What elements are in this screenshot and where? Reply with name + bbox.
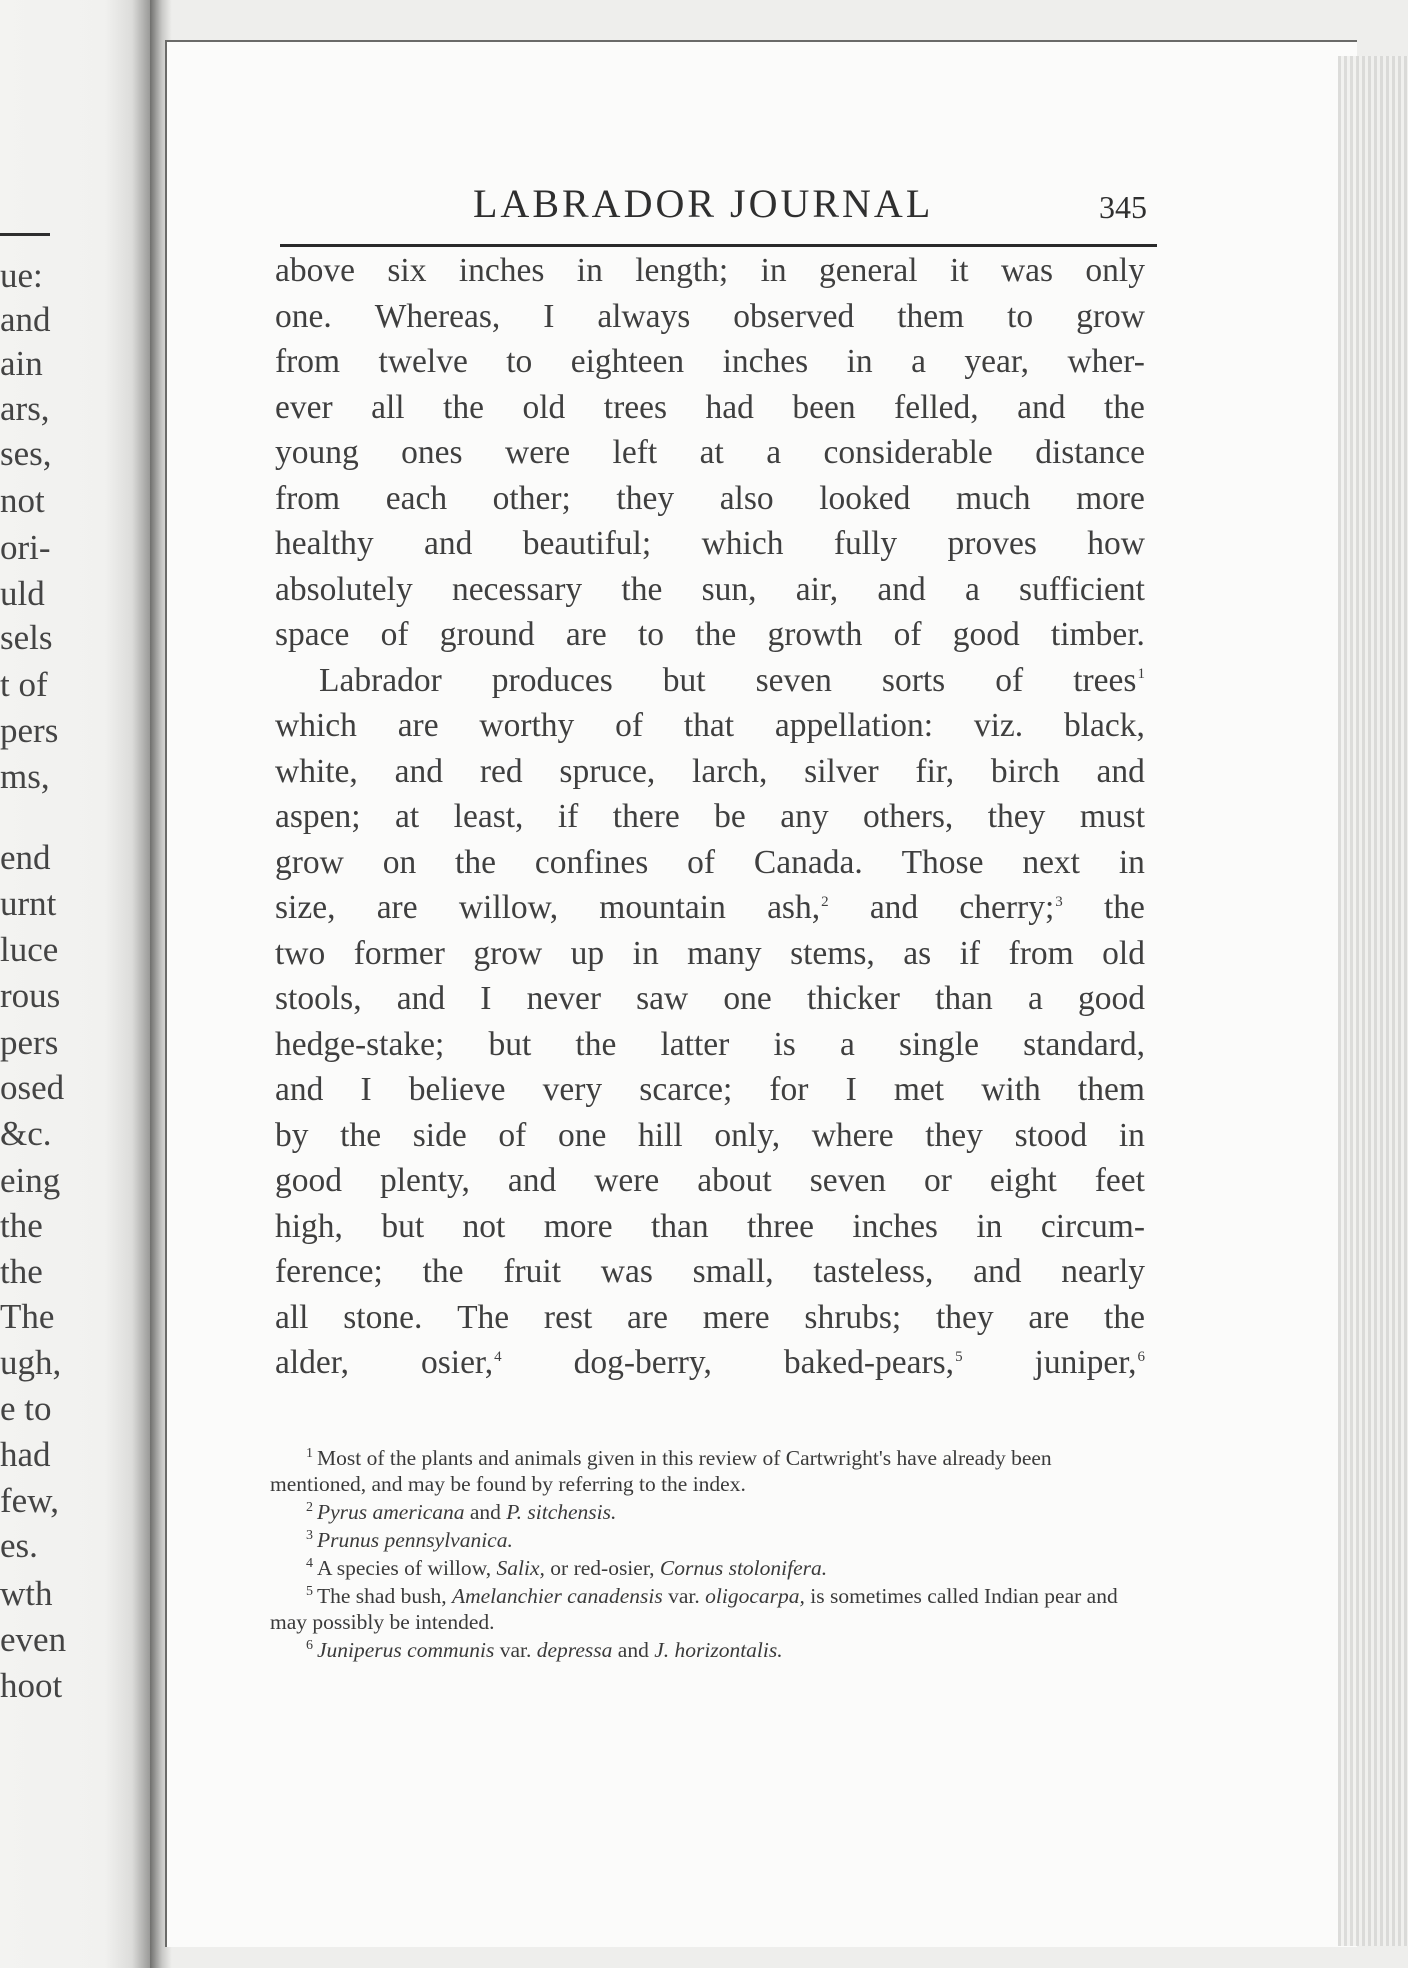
word: in [576,252,603,289]
word: must [1079,798,1145,835]
header-rule [280,244,1157,247]
word: on [382,843,417,881]
word: are [397,707,439,744]
text-line [275,612,1145,658]
word: be [714,798,746,835]
word: to [1007,297,1034,335]
word: and [394,752,443,790]
word: of [995,661,1024,699]
word: stone. [343,1298,423,1336]
word: above [275,252,355,289]
facing-page-fragment: the [0,1206,43,1245]
facing-page-fragment: few, [0,1481,59,1520]
word: are [565,616,607,653]
word: side [412,1116,467,1154]
word: trees [1073,661,1137,699]
word: if [557,798,579,835]
word: are [1028,1298,1070,1336]
facing-page-fragment: eing [0,1161,61,1200]
word: spruce, [559,752,656,790]
text-line [275,703,1145,749]
word: to [506,343,533,380]
word: and [275,1071,324,1108]
facing-page-fragment: t of [0,665,48,704]
word: one. [275,297,332,335]
word: absolutely [275,570,413,608]
facing-page-fragment: ars, [0,389,50,428]
facing-page-fragment: luce [0,930,59,969]
text-line: size, are willow, mountain ash,$^2$ and cherry;$^3$ the [275,889,1145,926]
word: the [422,1253,464,1290]
text-line [275,430,1145,476]
word: the [1104,388,1145,426]
word: necessary [451,570,583,608]
word: scarce; [639,1071,733,1108]
word: grow [275,843,344,881]
word: each [385,479,448,517]
word: least, [453,798,524,835]
text-line [275,248,1145,294]
word: Those [901,843,984,881]
word: twelve [378,343,468,380]
word: in [760,252,787,289]
word: and [877,570,926,608]
word: the [695,616,737,653]
facing-page-fragment: urnt [0,884,57,923]
word: stools, [275,980,362,1017]
page-number: 345 [1099,189,1147,225]
word: that [683,707,735,744]
word: length; [635,252,729,289]
word: believe [408,1071,506,1108]
page-edges [1338,56,1408,1946]
word: plenty, [379,1162,470,1199]
word: three [747,1207,814,1245]
facing-page-rule [0,233,50,236]
word: than [650,1207,709,1245]
word: saw [636,980,689,1017]
word: but [488,1025,532,1063]
word: in [976,1207,1003,1245]
text-line [275,658,1145,704]
word: and [507,1162,557,1199]
facing-page-fragment: e to [0,1389,52,1428]
facing-page [0,0,150,1968]
facing-page-fragment: and [0,300,51,339]
word: Canada. [753,843,863,881]
word: rest [543,1298,593,1336]
word: it [949,252,969,289]
text-line [275,1113,1145,1159]
word: grow [1076,297,1145,335]
word: than [935,980,993,1017]
word: eighteen [570,343,685,380]
word: shrubs; [804,1298,902,1336]
text-line [275,1158,1145,1204]
word: more [543,1207,613,1245]
word: from [275,479,341,517]
footnote-6: $^6$ Juniperus communis var. depressa and J. horizontalis. [306,1637,783,1662]
footnote-4: $^4$ A species of willow, Salix, or red-osier, Cornus stolonifera. [306,1555,828,1580]
word: from [275,343,341,380]
word: seven [755,661,832,699]
word: ones [401,434,463,471]
word: with [981,1071,1041,1108]
page-header [280,180,1157,242]
word: observed [733,297,855,335]
word: only [1085,252,1145,289]
text-line [275,385,1145,431]
word: The [457,1298,510,1336]
word: other; [492,479,571,517]
word: produces [491,661,613,699]
word: appellation: [774,707,934,744]
word: seven [809,1162,886,1199]
text-line [275,521,1145,567]
word: distance [1035,434,1145,471]
facing-page-fragment: had [0,1435,51,1474]
facing-page-fragment: ugh, [0,1343,62,1382]
facing-page-fragment: ue: [0,256,43,295]
word: eight [989,1162,1057,1199]
word: proves [947,525,1037,562]
text-line [275,294,1145,340]
word: by [275,1116,309,1154]
word: inches [458,252,545,289]
word: one [723,980,772,1017]
facing-page-fragment: rous [0,976,61,1015]
word: former [353,934,445,972]
footnote-ref[interactable]: 1 [1137,666,1145,683]
word: stood [1014,1116,1088,1154]
word: silver [804,752,879,790]
word: many [687,934,762,972]
word: aspen; [275,798,361,835]
facing-page-fragment: pers [0,711,59,750]
word: a [911,343,926,380]
word: but [381,1207,425,1245]
running-title: LABRADOR JOURNAL [473,181,934,226]
word: I [480,980,492,1017]
word: white, [275,752,358,790]
word: them [1077,1071,1145,1108]
word: Whereas, [374,297,501,335]
word: of [498,1116,527,1154]
body-text [275,248,1145,1386]
word: latter [660,1025,730,1063]
word: the [443,388,485,426]
word: year, [964,343,1030,380]
facing-page-fragment: &c. [0,1114,52,1153]
word: good [275,1162,342,1199]
footnote-ref[interactable]: 4 [494,1348,502,1365]
word: are [627,1298,668,1336]
text-line [275,1022,1145,1068]
word: never [526,980,601,1017]
facing-page-fragment: uld [0,574,45,613]
facing-page-fragment: the [0,1252,43,1291]
word: sun, [701,570,757,608]
word: all [275,1298,309,1336]
word: trees [603,388,668,426]
word: inches [852,1207,938,1245]
word: healthy [275,525,374,562]
word: a [1027,980,1043,1017]
word: more [1076,479,1145,517]
word: also [719,479,774,517]
word: wher- [1067,343,1145,380]
word: space [275,616,350,653]
word: inches [722,343,809,380]
word: was [1000,252,1054,289]
word: looked [819,479,911,517]
text-line [275,840,1145,886]
word: felled, [894,388,979,426]
word: sufficient [1019,570,1145,608]
word: hedge-stake; [275,1025,445,1063]
facing-page-fragment: sels [0,618,53,657]
word: they [935,1298,994,1336]
word: I [360,1071,372,1108]
word: fruit [503,1253,562,1290]
word: tasteless, [813,1253,934,1290]
word: them [897,297,965,335]
word: air, [795,570,839,608]
facing-page-fragment: es. [0,1526,38,1565]
word: they [925,1116,983,1154]
word: good [1077,980,1145,1017]
word: all [371,388,405,426]
word: mere [702,1298,770,1336]
word: the [1104,1298,1145,1336]
word: thicker [806,980,900,1017]
word: ground [439,616,535,653]
word: red [479,752,523,790]
text-line [275,339,1145,385]
word: circum- [1040,1207,1145,1245]
text-line [275,749,1145,795]
word: feet [1094,1162,1145,1199]
word: larch, [692,752,768,790]
word: and [1017,388,1066,426]
footnote-ref[interactable]: 3 [1055,893,1063,910]
facing-page-fragment: even [0,1620,67,1659]
word: was [600,1253,653,1290]
word: grow [473,934,543,972]
word: where [811,1116,894,1154]
word: high, [275,1207,343,1245]
word: beautiful; [522,525,652,562]
word: two [275,934,326,972]
word: good [952,616,1020,653]
text-line: alder, osier,$^4$ dog-berry, baked-pears,$^5$ juniper,$^6$ [275,1344,1145,1381]
facing-page-fragment: end [0,838,51,877]
word: of [380,616,409,653]
word: confines [534,843,649,881]
word: not [462,1207,506,1245]
facing-page-fragment: pers [0,1023,59,1062]
word: of [615,707,644,744]
word: general [819,252,918,289]
word: and [424,525,473,562]
facing-page-fragment: not [0,481,45,520]
footnotes [270,1445,1147,1665]
word: very [542,1071,603,1108]
word: worthy [479,707,575,744]
word: standard, [1023,1025,1145,1063]
word: at [699,434,724,471]
word: as [903,934,932,972]
footnote-ref[interactable]: 2 [821,893,829,910]
word: considerable [823,434,993,471]
text-line [275,1249,1145,1295]
word: single [898,1025,979,1063]
word: old [522,388,566,426]
word: fully [833,525,898,562]
text-line [275,931,1145,977]
facing-page-fragment: osed [0,1068,65,1107]
word: any [780,798,829,835]
word: always [597,297,691,335]
word: but [662,661,706,699]
word: were [594,1162,660,1199]
text-line [275,794,1145,840]
word: they [987,798,1046,835]
word: in [1118,1116,1145,1154]
word: from [1008,934,1074,972]
word: I [845,1071,857,1108]
word: in [1118,843,1145,881]
word: in [846,343,873,380]
facing-page-fragment: The [0,1297,55,1336]
word: or [923,1162,952,1199]
facing-page-fragment: ain [0,344,43,383]
footnote-1: $^1$ Most of the plants and animals given in this review of Cartwright's have already been mentioned, and may be found by referring to the index. [270,1445,1052,1496]
word: ference; [275,1253,383,1290]
word: left [612,434,658,471]
facing-page-fragment: wth [0,1574,53,1613]
word: at [395,798,420,835]
text-line [275,476,1145,522]
word: the [621,570,663,608]
word: and [1096,752,1145,790]
word: there [612,798,680,835]
facing-page-fragment: ms, [0,757,50,796]
footnote-2: $^2$ Pyrus americana and P. sitchensis. [306,1499,617,1524]
word: about [697,1162,772,1199]
word: young [275,434,359,471]
footnote-3: $^3$ Prunus pennsylvanica. [306,1527,513,1552]
word: only, [714,1116,781,1154]
word: six [387,252,427,289]
word: much [956,479,1031,517]
word: up [570,934,605,972]
word: birch [990,752,1060,790]
word: one [557,1116,607,1154]
word: hill [637,1116,683,1154]
word: they [616,479,675,517]
word: is [773,1025,796,1063]
word: and [973,1253,1022,1290]
word: how [1087,525,1145,562]
text-line [275,976,1145,1022]
word: the [455,843,496,881]
word: had [705,388,754,426]
text-line [275,1204,1145,1250]
word: others, [863,798,954,835]
word: Labrador [319,661,442,699]
word: sorts [881,661,946,699]
text-line [275,567,1145,613]
word: to [638,616,665,653]
word: I [543,297,555,335]
footnote-ref[interactable]: 5 [955,1348,963,1365]
word: a [839,1025,855,1063]
word: a [766,434,782,471]
word: which [701,525,784,562]
word: viz. [973,707,1024,744]
word: next [1022,843,1080,881]
text-line [275,1067,1145,1113]
word: the [575,1025,617,1063]
footnote-ref[interactable]: 6 [1137,1348,1145,1365]
word: ever [275,388,333,426]
word: old [1102,934,1145,972]
word: been [792,388,856,426]
word: in [632,934,659,972]
word: for [769,1071,809,1108]
word: timber. [1050,616,1145,653]
word: the [340,1116,382,1154]
word: fir, [915,752,955,790]
word: and [396,980,446,1017]
text-line [275,1295,1145,1341]
facing-page-fragment: ses, [0,434,52,473]
word: black, [1063,707,1145,744]
facing-page-fragment: hoot [0,1666,63,1705]
word: of [687,843,716,881]
word: were [505,434,571,471]
word: met [893,1071,945,1108]
word: which [275,707,357,744]
word: small, [692,1253,774,1290]
word: a [964,570,980,608]
footnote-5: $^5$ The shad bush, Amelanchier canadensis var. oligocarpa, is sometimes called Indian pear and may possibly be intended. [270,1583,1118,1634]
word: of [893,616,922,653]
facing-page-fragment: ori- [0,528,51,567]
word: nearly [1061,1253,1145,1290]
word: growth [767,616,863,653]
word: if [959,934,981,972]
word: stems, [790,934,875,972]
